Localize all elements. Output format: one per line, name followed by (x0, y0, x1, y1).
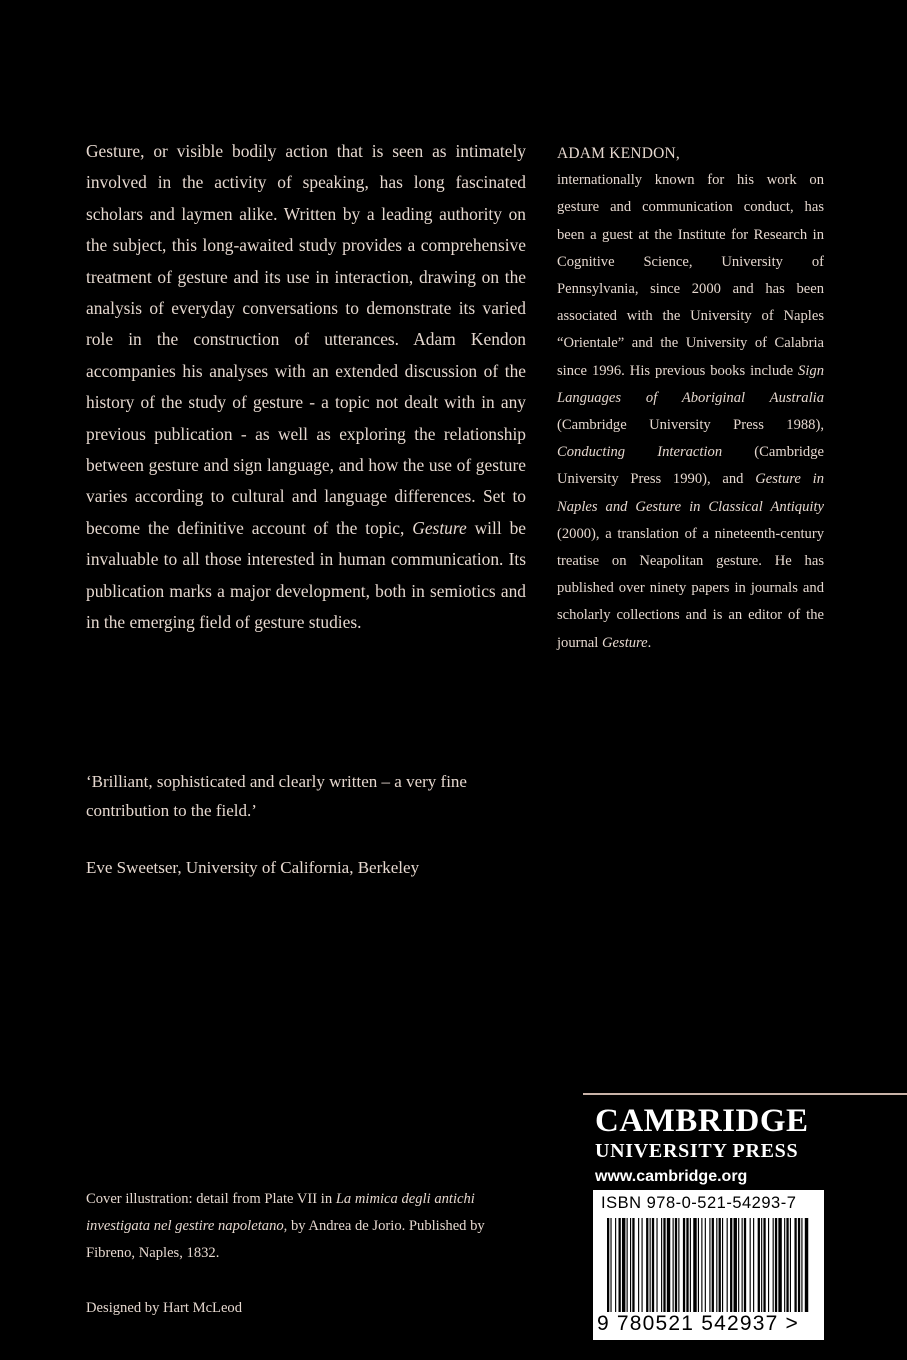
publisher-name-line1: CAMBRIDGE (595, 1103, 809, 1139)
blurb-paragraph (86, 136, 526, 639)
book-title: Gesture (412, 517, 467, 538)
barcode-bar (790, 1218, 791, 1312)
bio-book-3: Gesture in Naples and Gesture in Classical Antiquity (557, 471, 824, 515)
barcode-bar (744, 1218, 746, 1312)
barcode-bar (750, 1218, 751, 1312)
bio-book-2: Conducting Interaction (557, 444, 723, 461)
barcode-bar (778, 1218, 781, 1312)
author-bio (557, 140, 824, 657)
barcode-bar (761, 1218, 762, 1312)
barcode-bar (698, 1218, 699, 1312)
ean-digits: 9 780521 542937 > (597, 1312, 799, 1335)
barcode-bar (773, 1218, 774, 1312)
barcode-bar (730, 1218, 732, 1312)
barcode-bar (805, 1218, 808, 1312)
isbn-label: ISBN 978-0-521-54293-7 (601, 1194, 797, 1212)
bio-journal: Gesture (602, 634, 648, 651)
barcode-bar (738, 1218, 739, 1312)
barcode-bar (686, 1218, 688, 1312)
barcode-bar (722, 1218, 723, 1312)
barcode-bar (627, 1218, 628, 1312)
bio-text-5: . (647, 634, 652, 651)
blurb-text (86, 136, 526, 639)
cover-source-title: La mimica degli antichi investigata nel gestire napoletano (86, 1191, 475, 1235)
author-name: ADAM KENDON, (557, 145, 680, 162)
barcode-bar (630, 1218, 631, 1312)
barcode-bar (763, 1218, 765, 1312)
barcode-bar (683, 1218, 685, 1312)
cover-credit-text-2: , by Andrea de Jorio. Published by Fibreno, Naples, 1832. (86, 1218, 485, 1262)
barcode-bar (642, 1218, 643, 1312)
barcode-bar (673, 1218, 674, 1312)
barcode-bar (667, 1218, 670, 1312)
bio-text-2: (Cambridge University Press 1988), (557, 417, 824, 434)
cover-credit (86, 1186, 496, 1268)
publisher-logo (595, 1103, 825, 1189)
barcode-bar (619, 1218, 621, 1312)
bio-text-3: (Cambridge University Press 1990), and (557, 444, 824, 488)
barcode-bar (663, 1218, 665, 1312)
publisher-url: www.cambridge.org (595, 1168, 748, 1185)
barcode-bar (650, 1218, 651, 1312)
blurb-part-2: will be invaluable to all those interested in human communication. Its publication marks a major development, both in semiotics and in the emerging field of gesture studies. (86, 517, 526, 633)
quote-attribution: Eve Sweetser, University of California, Berkeley (86, 858, 420, 877)
barcode-bar (742, 1218, 743, 1312)
barcode-bar (661, 1218, 662, 1312)
barcode-bar (768, 1218, 769, 1312)
barcode-bar (775, 1218, 777, 1312)
bio-text-4: (2000), a translation of a nineteenth-century treatise on Neapolitan gesture. He has published over ninety papers in journals and scholarly collections and is an editor of the journal (557, 525, 824, 651)
barcode-bar (705, 1218, 706, 1312)
cover-credit-text-1: Cover illustration: detail from Plate VII in (86, 1191, 336, 1207)
barcode-bar (753, 1218, 754, 1312)
barcode-panel (593, 1190, 824, 1340)
barcode-bar (709, 1218, 710, 1312)
publisher-name-line2: UNIVERSITY PRESS (595, 1140, 799, 1162)
designer-credit: Designed by Hart McLeod (86, 1300, 243, 1316)
barcode-bar (784, 1218, 785, 1312)
barcode-bar (610, 1218, 611, 1312)
barcode-bar (727, 1218, 728, 1312)
bio-book-1: Sign Languages of Aboriginal Australia (557, 362, 824, 406)
review-quote (86, 767, 526, 882)
barcode-bar (652, 1218, 654, 1312)
barcode-bar (801, 1218, 802, 1312)
barcode-bar (798, 1218, 800, 1312)
barcode-bar (678, 1218, 679, 1312)
barcode-bar (638, 1218, 639, 1312)
quote-text: ‘Brilliant, sophisticated and clearly written – a very fine contribution to the field.’ (86, 772, 467, 820)
barcode-bar (716, 1218, 717, 1312)
barcode-bar (719, 1218, 721, 1312)
barcode-bar (656, 1218, 657, 1312)
barcode-bar (690, 1218, 691, 1312)
blurb-part-1: Gesture, or visible bodily action that is seen as intimately involved in the activity of speaking, has long fascinated scholars and laymen alike. Written by a leading authority on the subject, this long-awaited study provides a comprehensive treatment of gesture and its use in interaction, drawing on the analysis of everyday conversations to demonstrate its varied role in the construction of utterances. Adam Kendon accompanies his analyses with an extended discussion of the history of the study of gesture - a topic not dealt with in any previous publication - as well as exploring the relationship between gesture and sign language, and how the use of gesture varies according to cultural and language differences. Set to become the definitive account of the topic, (86, 141, 526, 538)
barcode-bar (712, 1218, 714, 1312)
barcode-bar (632, 1218, 634, 1312)
barcode-bar (607, 1218, 609, 1312)
barcode-bar (622, 1218, 625, 1312)
barcode-bar (794, 1218, 796, 1312)
barcode-bar (786, 1218, 788, 1312)
barcode-bar (675, 1218, 677, 1312)
barcode-icon (605, 1218, 810, 1314)
barcode-bar (615, 1218, 616, 1312)
barcode-bar (646, 1218, 648, 1312)
bio-text-1: internationally known for his work on gesture and communication conduct, has been a guest at the Institute for Research in Cognitive Science, University of Pennsylvania, since 2000 and has been associated with the University of Naples “Orientale” and the University of Calabria since 1996. His previous books include (557, 172, 824, 379)
barcode-bar (734, 1218, 737, 1312)
divider-line (583, 1093, 907, 1095)
barcode-bar (701, 1218, 702, 1312)
barcode-bar (693, 1218, 696, 1312)
barcode-bar (758, 1218, 760, 1312)
